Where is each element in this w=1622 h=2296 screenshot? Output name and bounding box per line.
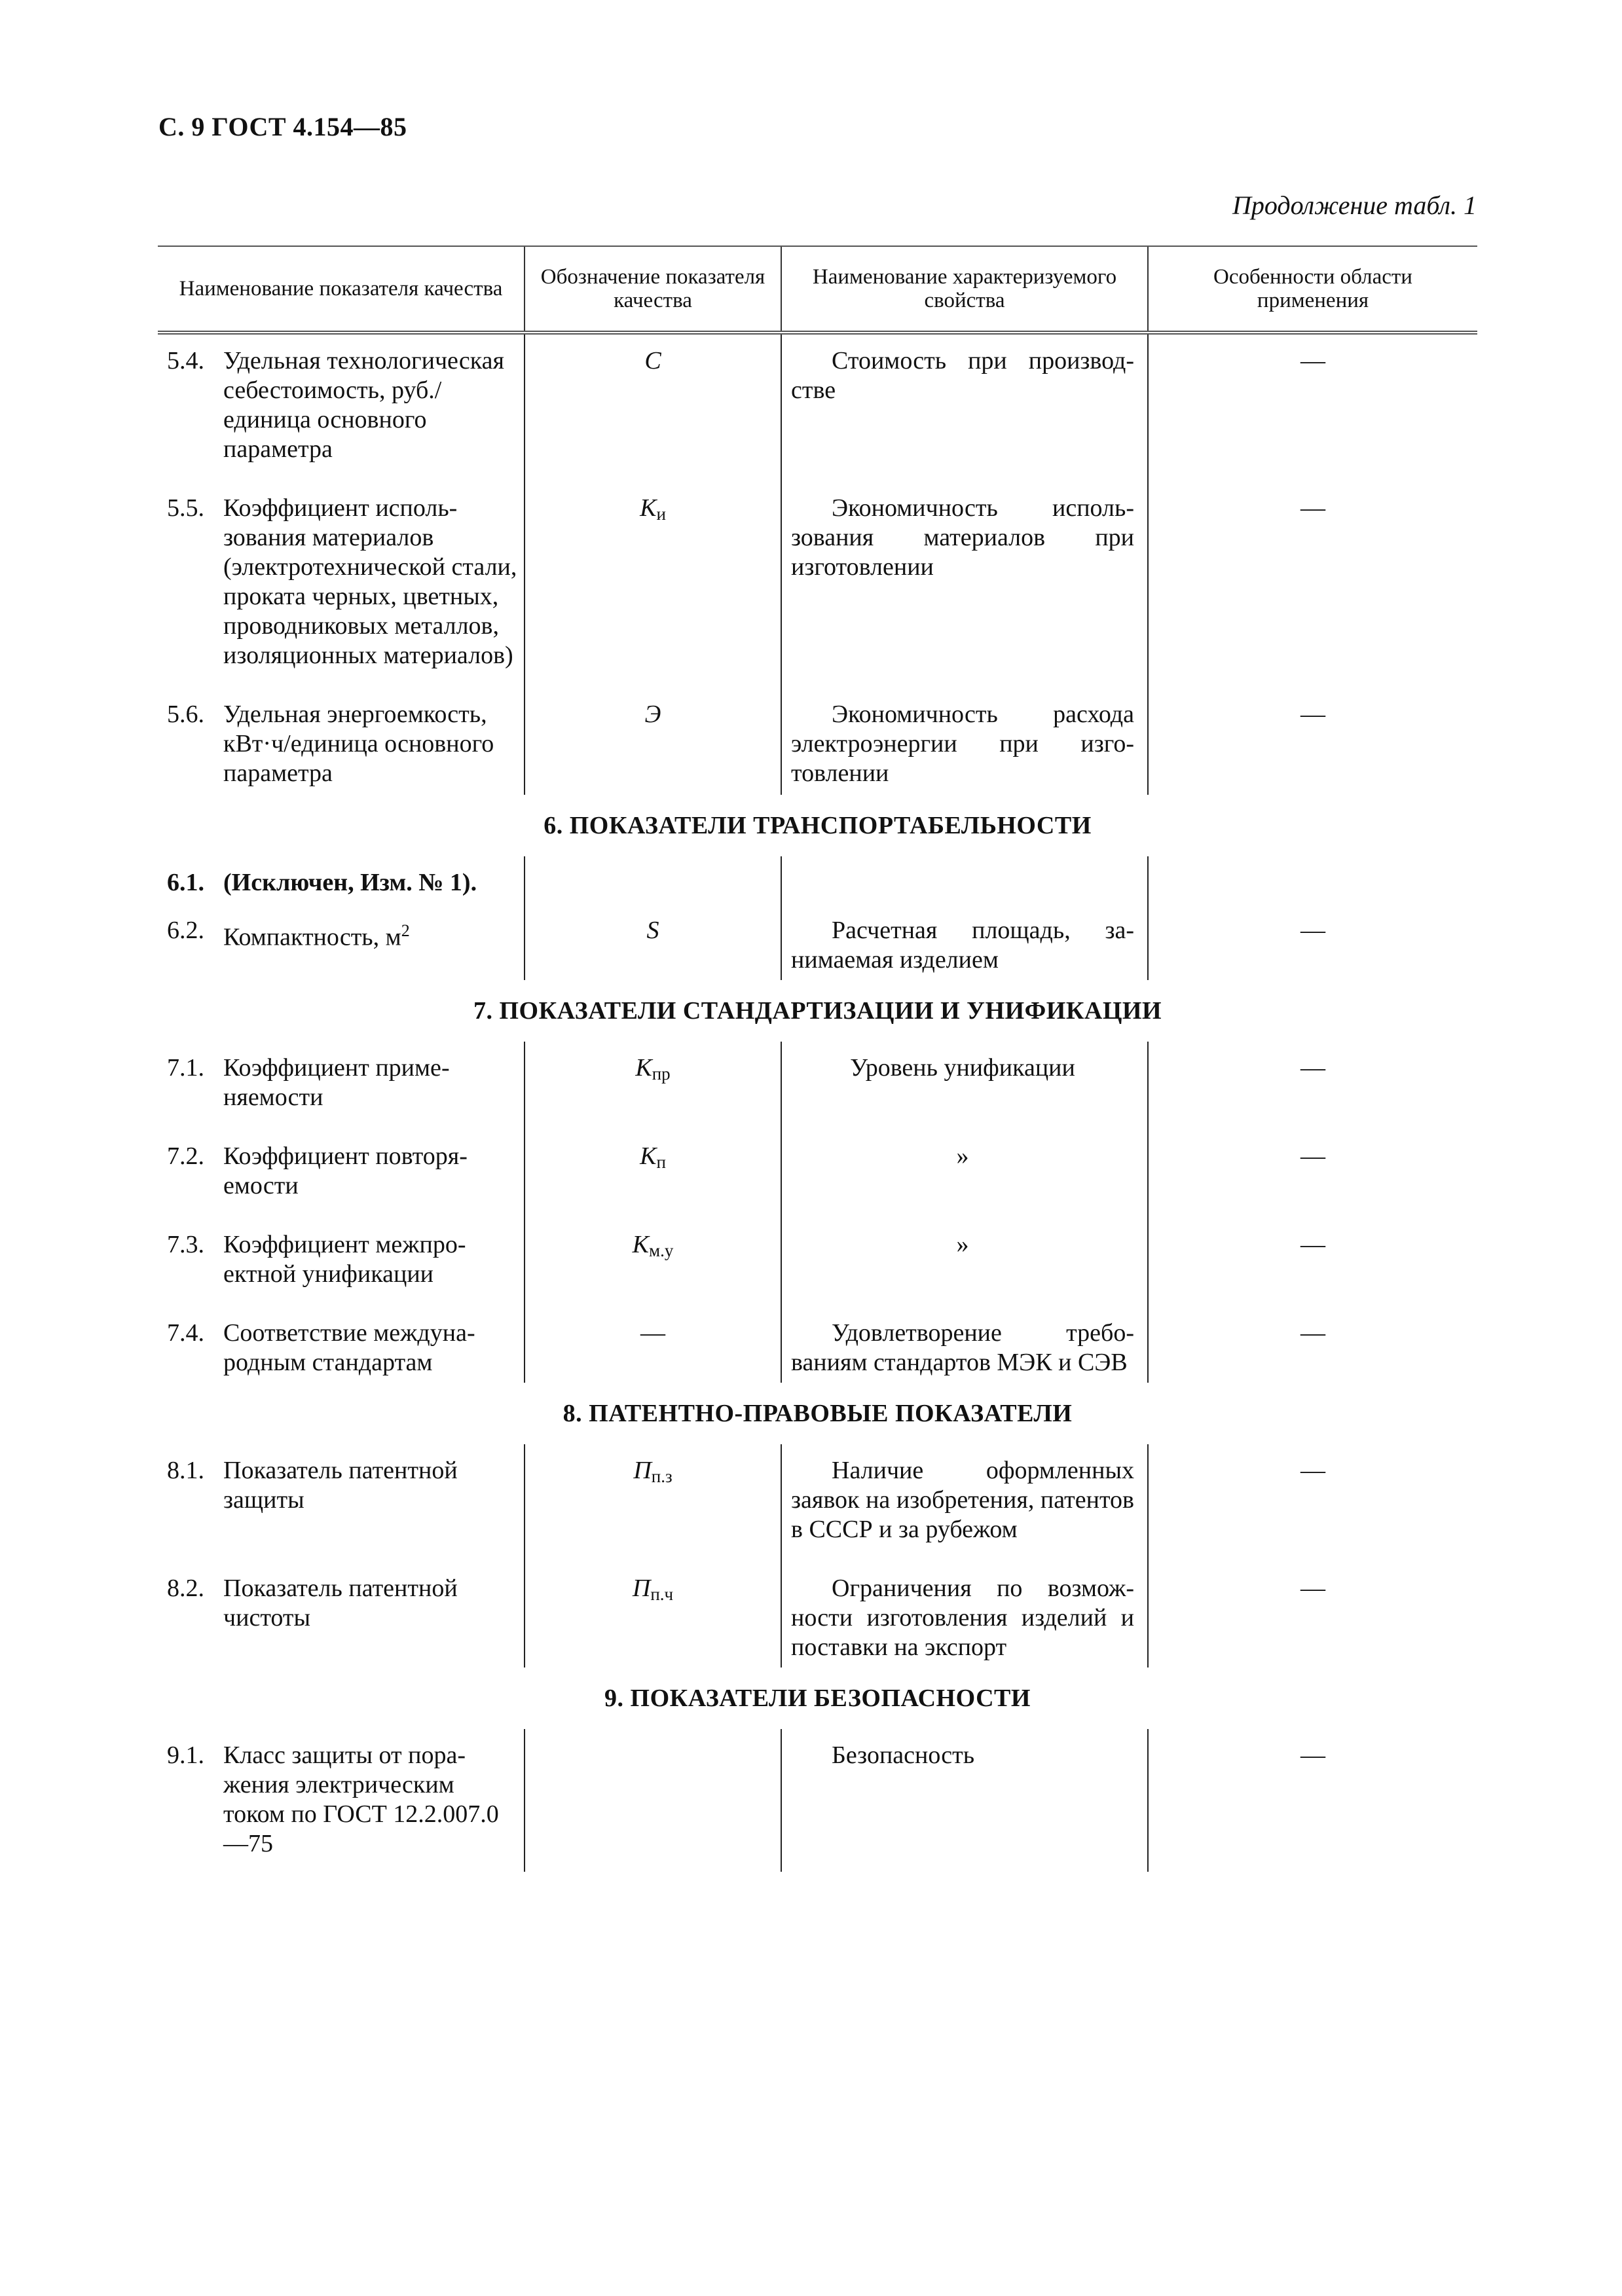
indicator-name-cell (158, 1230, 525, 1319)
indicator-name-text: Коэффициент межпроектной унификации (223, 1231, 466, 1288)
indicator-name-cell (158, 494, 525, 700)
section-heading-row (158, 1383, 1477, 1444)
indicator-name-cell (158, 1574, 525, 1667)
indicator-name-cell (158, 1142, 525, 1230)
indicator-symbol: — (640, 1319, 665, 1347)
section-heading: 6. ПОКАЗАТЕЛИ ТРАНСПОРТАБЕЛЬНОСТИ (544, 811, 1092, 839)
table-row (158, 856, 1477, 916)
indicator-name (223, 346, 524, 464)
table-header-row (158, 246, 1477, 333)
indicator-number: 5.4. (167, 347, 204, 374)
table-row (158, 1230, 1477, 1319)
application-cell (1148, 1142, 1477, 1230)
application-text: — (1300, 1054, 1325, 1082)
indicator-number: 7.1. (167, 1054, 204, 1082)
property-cell (781, 700, 1148, 795)
property-text: Наличие оформленных заявок на изобретения, патентов в СССР и за рубежом (791, 1457, 1134, 1543)
indicator-name-cell (158, 916, 525, 980)
property-text: Экономичность использования материалов при изготовлении (791, 494, 1134, 581)
indicator-symbol: Э (644, 701, 661, 728)
property-cell (781, 1574, 1148, 1667)
indicator-name-text: Класс защиты от поражения электрическим током по ГОСТ 12.2.007.0—75 (223, 1741, 499, 1857)
table-row (158, 1319, 1477, 1383)
application-text: — (1300, 1457, 1325, 1484)
property-cell (781, 1042, 1148, 1142)
indicator-symbol-cell (525, 1142, 781, 1230)
indicator-symbol: K (635, 1054, 652, 1082)
indicator-symbol-cell (525, 1444, 781, 1574)
table-row (158, 1444, 1477, 1574)
column-header-name: Наименование показателя качества (158, 246, 525, 333)
indicator-symbol-cell (525, 856, 781, 916)
indicator-name (223, 1142, 524, 1201)
application-cell (1148, 494, 1477, 700)
page-header: С. 9 ГОСТ 4.154—85 (158, 112, 407, 141)
indicator-name-text: Удельная энергоемкость, кВт·ч/единица основного параметра (223, 701, 494, 787)
application-cell (1148, 916, 1477, 980)
property-text: Экономичность расхода электроэнергии при изготовлении (791, 701, 1134, 787)
property-text: » (956, 1142, 969, 1170)
table-row (158, 1042, 1477, 1142)
application-cell (1148, 1042, 1477, 1142)
indicator-symbol: K (640, 494, 657, 522)
property-cell (781, 1444, 1148, 1574)
section-heading-row (158, 795, 1477, 856)
application-text: — (1300, 1319, 1325, 1347)
indicator-name-cell (158, 1444, 525, 1574)
quality-indicators-table (158, 246, 1477, 1872)
indicator-symbol-subscript: и (656, 504, 666, 524)
indicator-name-text: Соответствие международным стандартам (223, 1319, 475, 1376)
indicator-number: 5.6. (167, 701, 204, 728)
indicator-name (223, 1574, 524, 1633)
application-cell (1148, 1319, 1477, 1383)
indicator-symbol-cell (525, 1729, 781, 1872)
column-header-application: Особенности области применения (1148, 246, 1477, 333)
table-row (158, 1574, 1477, 1667)
application-cell (1148, 1574, 1477, 1667)
property-cell (781, 1729, 1148, 1872)
property-cell (781, 1142, 1148, 1230)
property-text: Расчетная площадь, занимаемая изделием (791, 917, 1134, 974)
application-cell (1148, 333, 1477, 494)
application-text: — (1300, 1231, 1325, 1258)
indicator-symbol-cell (525, 916, 781, 980)
indicator-name-text: Показатель патентной защиты (223, 1457, 458, 1514)
property-text: Удовлетворение требованиям стандартов МЭК и СЭВ (791, 1319, 1134, 1376)
property-cell (781, 494, 1148, 700)
indicator-name (223, 494, 524, 670)
table-row (158, 1142, 1477, 1230)
indicator-symbol-cell (525, 700, 781, 795)
property-text: Безопасность (832, 1741, 975, 1769)
table-row (158, 333, 1477, 494)
indicator-name-cell (158, 1729, 525, 1872)
property-text: » (956, 1231, 969, 1258)
column-header-property: Наименование характеризуемого свойства (781, 246, 1148, 333)
indicator-symbol-cell (525, 1042, 781, 1142)
application-cell (1148, 856, 1477, 916)
quality-indicators-table-container (158, 246, 1477, 1872)
indicator-name-text: Удельная технологическая себестоимость, руб./единица основного параметра (223, 347, 504, 463)
indicator-symbol: П (633, 1457, 652, 1484)
section-heading-row (158, 1667, 1477, 1729)
application-cell (1148, 1729, 1477, 1872)
section-heading: 7. ПОКАЗАТЕЛИ СТАНДАРТИЗАЦИИ И УНИФИКАЦИИ (473, 996, 1162, 1025)
property-cell (781, 856, 1148, 916)
column-header-symbol: Обозначение показателя качества (525, 246, 781, 333)
indicator-name (223, 1319, 524, 1377)
indicator-number: 7.2. (167, 1142, 204, 1170)
indicator-name-cell (158, 1319, 525, 1383)
indicator-name-text: Коэффициент применяемости (223, 1054, 450, 1111)
indicator-symbol-cell (525, 1319, 781, 1383)
table-row (158, 700, 1477, 795)
section-heading: 8. ПАТЕНТНО-ПРАВОВЫЕ ПОКАЗАТЕЛИ (562, 1399, 1073, 1427)
indicator-name-text: (Исключен, Изм. № 1). (223, 869, 477, 896)
indicator-number: 5.5. (167, 494, 204, 522)
property-text: Уровень унификации (850, 1054, 1075, 1082)
indicator-symbol: K (640, 1142, 657, 1170)
indicator-symbol-cell (525, 333, 781, 494)
application-cell (1148, 700, 1477, 795)
application-text: — (1300, 1741, 1325, 1769)
indicator-symbol-subscript: п.ч (650, 1584, 674, 1604)
property-cell (781, 1230, 1148, 1319)
indicator-symbol: C (644, 347, 661, 374)
indicator-name-text: Коэффициент повторяемости (223, 1142, 468, 1199)
indicator-name (223, 868, 524, 898)
indicator-symbol-subscript: п.з (651, 1467, 673, 1486)
indicator-name-text: Показатель патентной чистоты (223, 1575, 458, 1631)
application-text: — (1300, 701, 1325, 728)
indicator-name (223, 1053, 524, 1112)
indicator-name-text: Компактность, м (223, 923, 401, 951)
indicator-symbol-cell (525, 1574, 781, 1667)
indicator-name-cell (158, 700, 525, 795)
property-cell (781, 1319, 1148, 1383)
indicator-symbol: K (632, 1231, 649, 1258)
indicator-symbol-cell (525, 494, 781, 700)
application-text: — (1300, 1142, 1325, 1170)
indicator-symbol-subscript: п (656, 1152, 666, 1172)
table-row (158, 916, 1477, 980)
indicator-name (223, 1230, 524, 1289)
section-heading-row (158, 980, 1477, 1042)
indicator-symbol-subscript: пр (652, 1064, 671, 1084)
indicator-symbol-subscript: м.у (649, 1241, 674, 1260)
indicator-number: 7.4. (167, 1319, 204, 1347)
unit-superscript: 2 (401, 921, 410, 940)
indicator-number: 7.3. (167, 1231, 204, 1258)
application-text: — (1300, 917, 1325, 944)
property-text: Стоимость при производстве (791, 347, 1134, 404)
indicator-name (223, 1741, 524, 1859)
indicator-name (223, 1456, 524, 1515)
indicator-name-cell (158, 333, 525, 494)
application-text: — (1300, 347, 1325, 374)
indicator-name-text: Коэффициент использования материалов (электротехнической стали, проката черных, цветных, проводниковых металлов, изоляционных материалов) (223, 494, 517, 669)
application-text: — (1300, 1575, 1325, 1602)
table-continuation-label: Продолжение табл. 1 (1232, 191, 1477, 220)
indicator-symbol: S (646, 917, 659, 944)
indicator-symbol-cell (525, 1230, 781, 1319)
table-row (158, 494, 1477, 700)
indicator-number: 8.1. (167, 1457, 204, 1484)
indicator-name-cell (158, 1042, 525, 1142)
indicator-number: 9.1. (167, 1741, 204, 1769)
property-text: Ограничения по возможности изготовления изделий и поставки на экспорт (791, 1575, 1134, 1661)
indicator-number: 6.2. (167, 917, 204, 944)
application-text: — (1300, 494, 1325, 522)
property-cell (781, 333, 1148, 494)
indicator-name (223, 916, 524, 953)
application-cell (1148, 1444, 1477, 1574)
indicator-symbol: П (632, 1575, 651, 1602)
application-cell (1148, 1230, 1477, 1319)
table-row (158, 1729, 1477, 1872)
property-cell (781, 916, 1148, 980)
indicator-number: 6.1. (167, 869, 204, 896)
indicator-name-cell (158, 856, 525, 916)
section-heading: 9. ПОКАЗАТЕЛИ БЕЗОПАСНОСТИ (604, 1684, 1031, 1712)
indicator-number: 8.2. (167, 1575, 204, 1602)
indicator-name (223, 700, 524, 788)
